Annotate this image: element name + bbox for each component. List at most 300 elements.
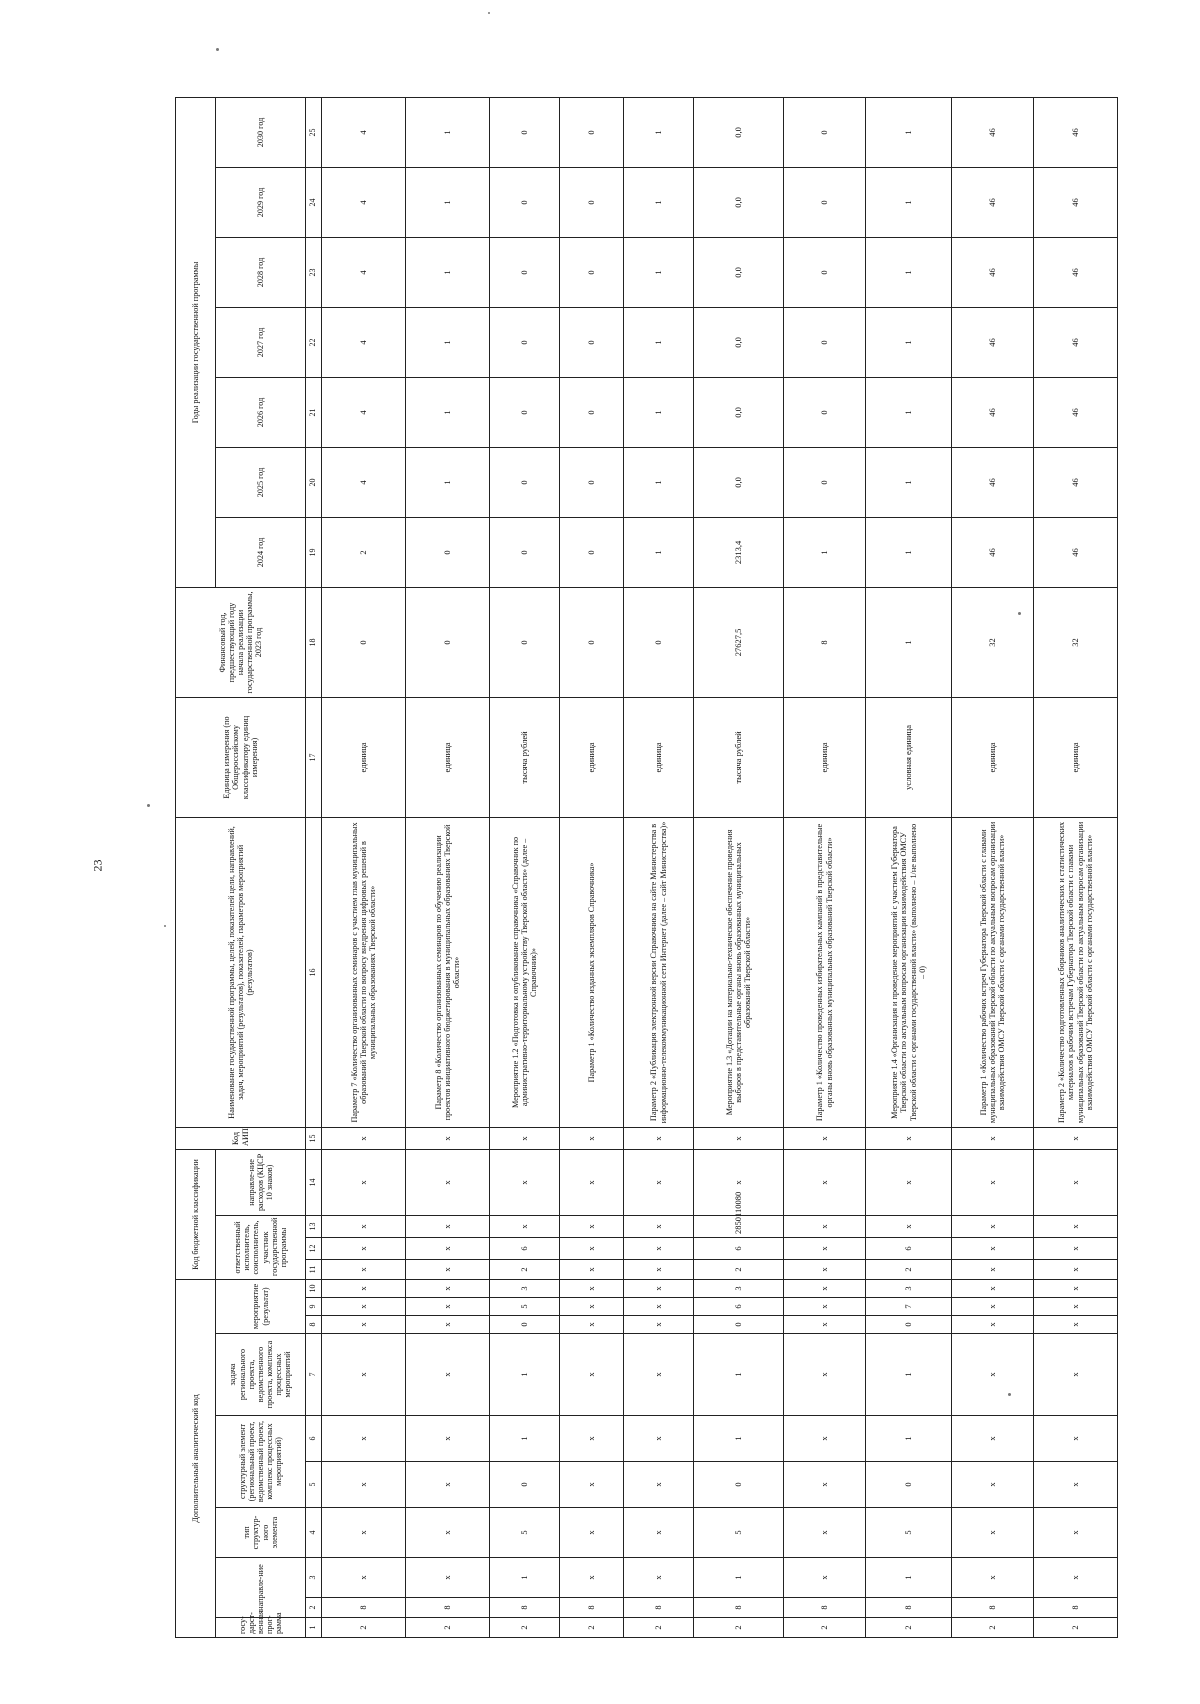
scan-speck bbox=[216, 48, 219, 51]
code-cell: 0 bbox=[490, 1462, 560, 1508]
code-cell: х bbox=[322, 1558, 406, 1598]
year-value: 46 bbox=[1034, 517, 1118, 587]
year-value: 46 bbox=[1034, 97, 1118, 167]
code-cell: 2 bbox=[322, 1618, 406, 1638]
year-value: 0,0 bbox=[694, 167, 784, 237]
code-cell: х bbox=[952, 1334, 1034, 1416]
column-number: 1 bbox=[306, 1618, 322, 1638]
code-cell: 3 bbox=[694, 1279, 784, 1297]
column-number: 14 bbox=[306, 1149, 322, 1215]
year-value: 1 bbox=[406, 377, 490, 447]
code-cell: х bbox=[322, 1416, 406, 1462]
code-cell: х bbox=[560, 1558, 624, 1598]
header-group-dop: Дополнительный аналитический код bbox=[176, 1279, 216, 1637]
table-row bbox=[866, 97, 952, 1637]
code-cell: х bbox=[1034, 1237, 1118, 1259]
header-name: Наименование государственной программы, целей, показателей цели, направлений, задач, мероприятий (результатов), показателей, параметров мероприятий (результатов) bbox=[176, 817, 306, 1127]
code-cell: 6 bbox=[866, 1237, 952, 1259]
table-row bbox=[1034, 97, 1118, 1637]
year-value: 1 bbox=[406, 237, 490, 307]
column-number: 24 bbox=[306, 167, 322, 237]
code-cell: х bbox=[322, 1259, 406, 1279]
code-cell: 1 bbox=[490, 1334, 560, 1416]
code-cell: 8 bbox=[406, 1598, 490, 1618]
code-cell: х bbox=[1034, 1127, 1118, 1149]
scan-speck bbox=[164, 925, 166, 927]
code-cell: х bbox=[952, 1558, 1034, 1598]
year-value: 1 bbox=[406, 447, 490, 517]
header-zadacha: задача регионального проекта, ведомственного проекта, комплекса процессных мероприятий bbox=[216, 1334, 306, 1416]
code-cell: 2 bbox=[560, 1618, 624, 1638]
year-value: 46 bbox=[952, 517, 1034, 587]
code-cell: 0 bbox=[490, 1316, 560, 1334]
code-cell: х bbox=[784, 1416, 866, 1462]
year-value: 2313,4 bbox=[694, 517, 784, 587]
year-value: 0 bbox=[560, 237, 624, 307]
base-value: 0 bbox=[406, 587, 490, 697]
code-cell: х bbox=[560, 1334, 624, 1416]
column-number: 19 bbox=[306, 517, 322, 587]
year-value: 46 bbox=[1034, 167, 1118, 237]
header-group-budget: Код бюджетной классификации bbox=[176, 1149, 216, 1279]
year-value: 0 bbox=[490, 307, 560, 377]
item-name: Мероприятие 1.3 «Дотации на материально-техническое обеспечение проведения выборов в представительные органы вновь образованных муниципальных образований Тверской области» bbox=[694, 817, 784, 1127]
column-number: 6 bbox=[306, 1416, 322, 1462]
year-value: 46 bbox=[1034, 377, 1118, 447]
code-cell: х bbox=[624, 1316, 694, 1334]
item-name: Параметр 1 «Количество рабочих встреч Губернатора Тверской области с главами муниципальных образований Тверской области по актуальным вопросам организации взаимодействия ОМСУ Тверской области с органами государственной власти» bbox=[952, 817, 1034, 1127]
header-napr: направле-ние bbox=[216, 1558, 306, 1618]
year-2025: 2025 год bbox=[216, 447, 306, 517]
year-value: 0 bbox=[560, 517, 624, 587]
code-cell: х bbox=[406, 1127, 490, 1149]
code-cell: 8 bbox=[784, 1598, 866, 1618]
item-name: Параметр 1 «Количество изданных экземпляров Справочника» bbox=[560, 817, 624, 1127]
year-2027: 2027 год bbox=[216, 307, 306, 377]
table-row bbox=[490, 97, 560, 1637]
column-number: 7 bbox=[306, 1334, 322, 1416]
year-value: 1 bbox=[866, 237, 952, 307]
year-value: 2 bbox=[322, 517, 406, 587]
code-cell: х bbox=[624, 1298, 694, 1316]
code-cell: х bbox=[406, 1416, 490, 1462]
table-row bbox=[784, 97, 866, 1637]
code-cell: х bbox=[406, 1558, 490, 1598]
column-number: 8 bbox=[306, 1316, 322, 1334]
code-cell: 1 bbox=[866, 1558, 952, 1598]
header-otv: ответственный исполнитель, соисполнитель, участник государственной программы bbox=[216, 1215, 306, 1279]
code-cell: 5 bbox=[490, 1508, 560, 1558]
code-cell: 2850110080 bbox=[694, 1215, 784, 1237]
year-value: 0 bbox=[784, 447, 866, 517]
code-cell: х bbox=[406, 1508, 490, 1558]
year-value: 1 bbox=[866, 97, 952, 167]
column-number: 18 bbox=[306, 587, 322, 697]
year-value: 46 bbox=[952, 307, 1034, 377]
unit-cell: условная единица bbox=[866, 697, 952, 817]
code-cell: 1 bbox=[694, 1558, 784, 1598]
code-cell: 2 bbox=[624, 1618, 694, 1638]
scan-speck bbox=[1008, 1393, 1011, 1396]
code-cell: х bbox=[952, 1416, 1034, 1462]
code-cell: х bbox=[784, 1558, 866, 1598]
code-cell: 3 bbox=[866, 1279, 952, 1297]
item-name: Параметр 7 «Количество организованных семинаров с участием глав муниципальных образований Тверской области по вопросу внедрения цифровых решений в муниципальных образованиях Тверской области» bbox=[322, 817, 406, 1127]
header-struct: структурный элемент (региональный проект, ведомственный проект, комплекс процессных мероприятий) bbox=[216, 1416, 306, 1508]
code-cell: х bbox=[784, 1316, 866, 1334]
code-cell: х bbox=[624, 1416, 694, 1462]
year-value: 0 bbox=[406, 517, 490, 587]
code-cell: 0 bbox=[866, 1316, 952, 1334]
code-cell: х bbox=[952, 1298, 1034, 1316]
year-value: 46 bbox=[952, 377, 1034, 447]
year-value: 0,0 bbox=[694, 237, 784, 307]
code-cell: х bbox=[694, 1127, 784, 1149]
code-cell: 8 bbox=[624, 1598, 694, 1618]
code-cell: х bbox=[624, 1127, 694, 1149]
code-cell: х bbox=[952, 1279, 1034, 1297]
year-2024: 2024 год bbox=[216, 517, 306, 587]
unit-cell: единица bbox=[952, 697, 1034, 817]
base-value: 0 bbox=[322, 587, 406, 697]
year-value: 1 bbox=[866, 517, 952, 587]
code-cell: х bbox=[952, 1259, 1034, 1279]
scan-speck bbox=[147, 804, 150, 807]
code-cell: х bbox=[784, 1298, 866, 1316]
code-cell: х bbox=[866, 1215, 952, 1237]
code-cell: х bbox=[952, 1316, 1034, 1334]
year-value: 0,0 bbox=[694, 447, 784, 517]
code-cell: х bbox=[1034, 1279, 1118, 1297]
code-cell: х bbox=[560, 1259, 624, 1279]
code-cell: х bbox=[1034, 1508, 1118, 1558]
code-cell: х bbox=[560, 1508, 624, 1558]
table-header bbox=[176, 97, 322, 1637]
year-value: 46 bbox=[1034, 447, 1118, 517]
code-cell: 1 bbox=[866, 1416, 952, 1462]
code-cell: х bbox=[624, 1149, 694, 1215]
year-value: 4 bbox=[322, 307, 406, 377]
header-gos: госу-дарст-венная прог-рамма bbox=[216, 1618, 306, 1638]
table-row bbox=[624, 97, 694, 1637]
code-cell: 8 bbox=[866, 1598, 952, 1618]
year-value: 1 bbox=[624, 307, 694, 377]
year-value: 1 bbox=[624, 517, 694, 587]
code-cell: х bbox=[784, 1127, 866, 1149]
year-value: 1 bbox=[406, 307, 490, 377]
year-value: 0 bbox=[490, 377, 560, 447]
code-cell: 5 bbox=[490, 1298, 560, 1316]
code-cell: х bbox=[784, 1462, 866, 1508]
year-value: 0,0 bbox=[694, 377, 784, 447]
year-value: 46 bbox=[952, 237, 1034, 307]
base-value: 0 bbox=[490, 587, 560, 697]
year-value: 1 bbox=[784, 517, 866, 587]
code-cell: 2 bbox=[1034, 1618, 1118, 1638]
code-cell: х bbox=[784, 1279, 866, 1297]
header-aip: Код АИП bbox=[176, 1127, 306, 1149]
code-cell: х bbox=[560, 1149, 624, 1215]
column-number: 3 bbox=[306, 1558, 322, 1598]
code-cell: х bbox=[624, 1259, 694, 1279]
code-cell: х bbox=[406, 1237, 490, 1259]
code-cell: 1 bbox=[694, 1334, 784, 1416]
table-row bbox=[560, 97, 624, 1637]
code-cell: х bbox=[1034, 1416, 1118, 1462]
code-cell: 1 bbox=[694, 1416, 784, 1462]
code-cell: х bbox=[560, 1316, 624, 1334]
code-cell: х bbox=[560, 1462, 624, 1508]
code-cell: х bbox=[406, 1215, 490, 1237]
code-cell: х bbox=[560, 1127, 624, 1149]
code-cell: х bbox=[322, 1149, 406, 1215]
unit-cell: тысяча рублей bbox=[694, 697, 784, 817]
code-cell: 1 bbox=[866, 1334, 952, 1416]
year-value: 0 bbox=[490, 167, 560, 237]
unit-cell: тысяча рублей bbox=[490, 697, 560, 817]
table-row bbox=[322, 97, 406, 1637]
code-cell: 5 bbox=[866, 1508, 952, 1558]
column-number: 13 bbox=[306, 1215, 322, 1237]
page-number: 23 bbox=[90, 859, 105, 872]
code-cell: 3 bbox=[490, 1279, 560, 1297]
code-cell: х bbox=[322, 1334, 406, 1416]
code-cell: х bbox=[490, 1215, 560, 1237]
code-cell: 2 bbox=[694, 1259, 784, 1279]
code-cell: 1 bbox=[490, 1416, 560, 1462]
year-value: 46 bbox=[1034, 307, 1118, 377]
unit-cell: единица bbox=[624, 697, 694, 817]
code-cell: х bbox=[624, 1558, 694, 1598]
code-cell: 2 bbox=[694, 1618, 784, 1638]
column-number: 9 bbox=[306, 1298, 322, 1316]
year-value: 46 bbox=[952, 167, 1034, 237]
code-cell: 2 bbox=[490, 1259, 560, 1279]
code-cell: х bbox=[406, 1259, 490, 1279]
year-value: 0 bbox=[490, 447, 560, 517]
year-value: 1 bbox=[866, 447, 952, 517]
year-value: 0 bbox=[560, 307, 624, 377]
code-cell: х bbox=[560, 1237, 624, 1259]
code-cell: 6 bbox=[490, 1237, 560, 1259]
item-name: Мероприятие 1.4 «Организация и проведение мероприятий с участием Губернатора Тверской области по актуальным вопросам организации взаимодействия ОМСУ Тверской области с органами государственной власти» (выполнено – 1/не выполнено – 0) bbox=[866, 817, 952, 1127]
code-cell: х bbox=[490, 1149, 560, 1215]
code-cell: 0 bbox=[694, 1316, 784, 1334]
code-cell: х bbox=[952, 1127, 1034, 1149]
code-cell: 2 bbox=[406, 1618, 490, 1638]
code-cell: х bbox=[624, 1279, 694, 1297]
code-cell: х bbox=[784, 1259, 866, 1279]
column-number: 11 bbox=[306, 1259, 322, 1279]
year-value: 4 bbox=[322, 377, 406, 447]
year-value: 46 bbox=[952, 97, 1034, 167]
base-value: 0 bbox=[560, 587, 624, 697]
code-cell: 5 bbox=[694, 1508, 784, 1558]
item-name: Мероприятие 1.2 «Подготовка и опубликование справочника «Справочник по административно-территориальному устройству Тверской области» (далее – Справочник)» bbox=[490, 817, 560, 1127]
column-number: 5 bbox=[306, 1462, 322, 1508]
table-body bbox=[322, 97, 1118, 1637]
code-cell: 8 bbox=[694, 1598, 784, 1618]
code-cell: 8 bbox=[560, 1598, 624, 1618]
code-cell: х bbox=[784, 1334, 866, 1416]
year-value: 4 bbox=[322, 447, 406, 517]
base-value: 27627,5 bbox=[694, 587, 784, 697]
code-cell: 7 bbox=[866, 1298, 952, 1316]
code-cell: х bbox=[406, 1298, 490, 1316]
header-rashod: направле-ние расходов (КЦСР 10 знаков) bbox=[216, 1149, 306, 1215]
header-base-year: Финансовый год, предшествующий году начала реализации государственной программы, 2023 год bbox=[176, 587, 306, 697]
unit-cell: единица bbox=[560, 697, 624, 817]
year-value: 1 bbox=[624, 447, 694, 517]
year-value: 0,0 bbox=[694, 307, 784, 377]
header-group-years: Годы реализации государственной программы bbox=[176, 97, 216, 587]
column-number: 15 bbox=[306, 1127, 322, 1149]
year-value: 1 bbox=[866, 377, 952, 447]
code-cell: х bbox=[322, 1237, 406, 1259]
code-cell: х bbox=[322, 1279, 406, 1297]
year-value: 0 bbox=[784, 237, 866, 307]
year-value: 0 bbox=[560, 447, 624, 517]
code-cell: х bbox=[784, 1215, 866, 1237]
code-cell: х bbox=[1034, 1259, 1118, 1279]
code-cell: х bbox=[322, 1508, 406, 1558]
year-value: 1 bbox=[406, 167, 490, 237]
code-cell: х bbox=[866, 1127, 952, 1149]
code-cell: х bbox=[1034, 1558, 1118, 1598]
year-value: 0 bbox=[560, 97, 624, 167]
code-cell: х bbox=[406, 1149, 490, 1215]
code-cell: 2 bbox=[490, 1618, 560, 1638]
year-2029: 2029 год bbox=[216, 167, 306, 237]
column-number: 10 bbox=[306, 1279, 322, 1297]
header-meropr: мероприятие (результат) bbox=[216, 1279, 306, 1333]
year-value: 0 bbox=[490, 237, 560, 307]
code-cell: 2 bbox=[866, 1618, 952, 1638]
code-cell: х bbox=[784, 1149, 866, 1215]
code-cell: х bbox=[1034, 1316, 1118, 1334]
code-cell: х bbox=[1034, 1215, 1118, 1237]
column-number: 17 bbox=[306, 697, 322, 817]
year-value: 0 bbox=[784, 307, 866, 377]
code-cell: 6 bbox=[694, 1237, 784, 1259]
code-cell: х bbox=[322, 1215, 406, 1237]
code-cell: 8 bbox=[952, 1598, 1034, 1618]
code-cell: х bbox=[1034, 1462, 1118, 1508]
year-value: 1 bbox=[866, 167, 952, 237]
scan-speck bbox=[488, 12, 490, 14]
code-cell: х bbox=[1034, 1334, 1118, 1416]
code-cell: х bbox=[624, 1334, 694, 1416]
year-value: 4 bbox=[322, 167, 406, 237]
header-unit: Единица измерения (по Общероссийскому классификатору единиц измерения) bbox=[176, 697, 306, 817]
year-value: 0,0 bbox=[694, 97, 784, 167]
year-value: 1 bbox=[866, 307, 952, 377]
table-row bbox=[406, 97, 490, 1637]
scan-speck bbox=[1018, 612, 1021, 615]
code-cell: х bbox=[952, 1462, 1034, 1508]
item-name: Параметр 2 «Количество подготовленных сборников аналитических и статистических материалов к рабочим встречам Губернатора Тверской области с главами муниципальных образований Тверской области по актуальным вопросам организации взаимодействия ОМСУ Тверской области с органами государственной власти» bbox=[1034, 817, 1118, 1127]
code-cell: х bbox=[560, 1416, 624, 1462]
item-name: Параметр 8 «Количество организованных семинаров по обучению реализации проектов инициативного бюджетирования в муниципальных образованиях Тверской области» bbox=[406, 817, 490, 1127]
year-value: 1 bbox=[624, 237, 694, 307]
code-cell: 0 bbox=[694, 1462, 784, 1508]
year-2030: 2030 год bbox=[216, 97, 306, 167]
code-cell: х bbox=[406, 1316, 490, 1334]
year-value: 4 bbox=[322, 97, 406, 167]
year-value: 1 bbox=[624, 167, 694, 237]
code-cell: х bbox=[1034, 1298, 1118, 1316]
code-cell: х bbox=[322, 1316, 406, 1334]
year-value: 46 bbox=[1034, 237, 1118, 307]
code-cell: 8 bbox=[322, 1598, 406, 1618]
year-value: 0 bbox=[490, 97, 560, 167]
column-number: 4 bbox=[306, 1508, 322, 1558]
unit-cell: единица bbox=[406, 697, 490, 817]
code-cell: 8 bbox=[1034, 1598, 1118, 1618]
column-number: 2 bbox=[306, 1598, 322, 1618]
year-value: 0 bbox=[560, 167, 624, 237]
base-value: 8 bbox=[784, 587, 866, 697]
column-number: 23 bbox=[306, 237, 322, 307]
column-number: 16 bbox=[306, 817, 322, 1127]
rotated-table-wrapper bbox=[175, 117, 1094, 1638]
year-value: 0 bbox=[490, 517, 560, 587]
table-row bbox=[952, 97, 1034, 1637]
code-cell: х bbox=[560, 1298, 624, 1316]
item-name: Параметр 1 «Количество проведенных избирательных кампаний в представительные органы вновь образованных муниципальных образований Тверской области» bbox=[784, 817, 866, 1127]
year-value: 0 bbox=[560, 377, 624, 447]
base-value: 32 bbox=[1034, 587, 1118, 697]
code-cell: х bbox=[406, 1279, 490, 1297]
base-value: 32 bbox=[952, 587, 1034, 697]
code-cell: х bbox=[624, 1508, 694, 1558]
code-cell: х bbox=[560, 1215, 624, 1237]
code-cell: 2 bbox=[784, 1618, 866, 1638]
code-cell: х bbox=[952, 1508, 1034, 1558]
code-cell: 8 bbox=[490, 1598, 560, 1618]
column-number: 21 bbox=[306, 377, 322, 447]
unit-cell: единица bbox=[1034, 697, 1118, 817]
code-cell: х bbox=[624, 1237, 694, 1259]
code-cell: х bbox=[624, 1215, 694, 1237]
column-number: 20 bbox=[306, 447, 322, 517]
code-cell: х bbox=[952, 1237, 1034, 1259]
code-cell: х bbox=[406, 1462, 490, 1508]
year-2028: 2028 год bbox=[216, 237, 306, 307]
code-cell: х bbox=[406, 1334, 490, 1416]
code-cell: х bbox=[322, 1462, 406, 1508]
code-cell: х bbox=[866, 1149, 952, 1215]
code-cell: 6 bbox=[694, 1298, 784, 1316]
year-value: 0 bbox=[784, 167, 866, 237]
code-cell: х bbox=[624, 1462, 694, 1508]
code-cell: х bbox=[490, 1127, 560, 1149]
column-number-row bbox=[306, 97, 322, 1637]
code-cell: х bbox=[322, 1298, 406, 1316]
header-tip: тип структур-ного элемента bbox=[216, 1508, 306, 1558]
code-cell: х bbox=[322, 1127, 406, 1149]
year-value: 1 bbox=[406, 97, 490, 167]
column-number: 12 bbox=[306, 1237, 322, 1259]
column-number: 22 bbox=[306, 307, 322, 377]
base-value: 1 bbox=[866, 587, 952, 697]
base-value: 0 bbox=[624, 587, 694, 697]
table-row bbox=[694, 97, 784, 1637]
year-value: 46 bbox=[952, 447, 1034, 517]
code-cell: х bbox=[952, 1149, 1034, 1215]
code-cell: х bbox=[952, 1215, 1034, 1237]
year-2026: 2026 год bbox=[216, 377, 306, 447]
